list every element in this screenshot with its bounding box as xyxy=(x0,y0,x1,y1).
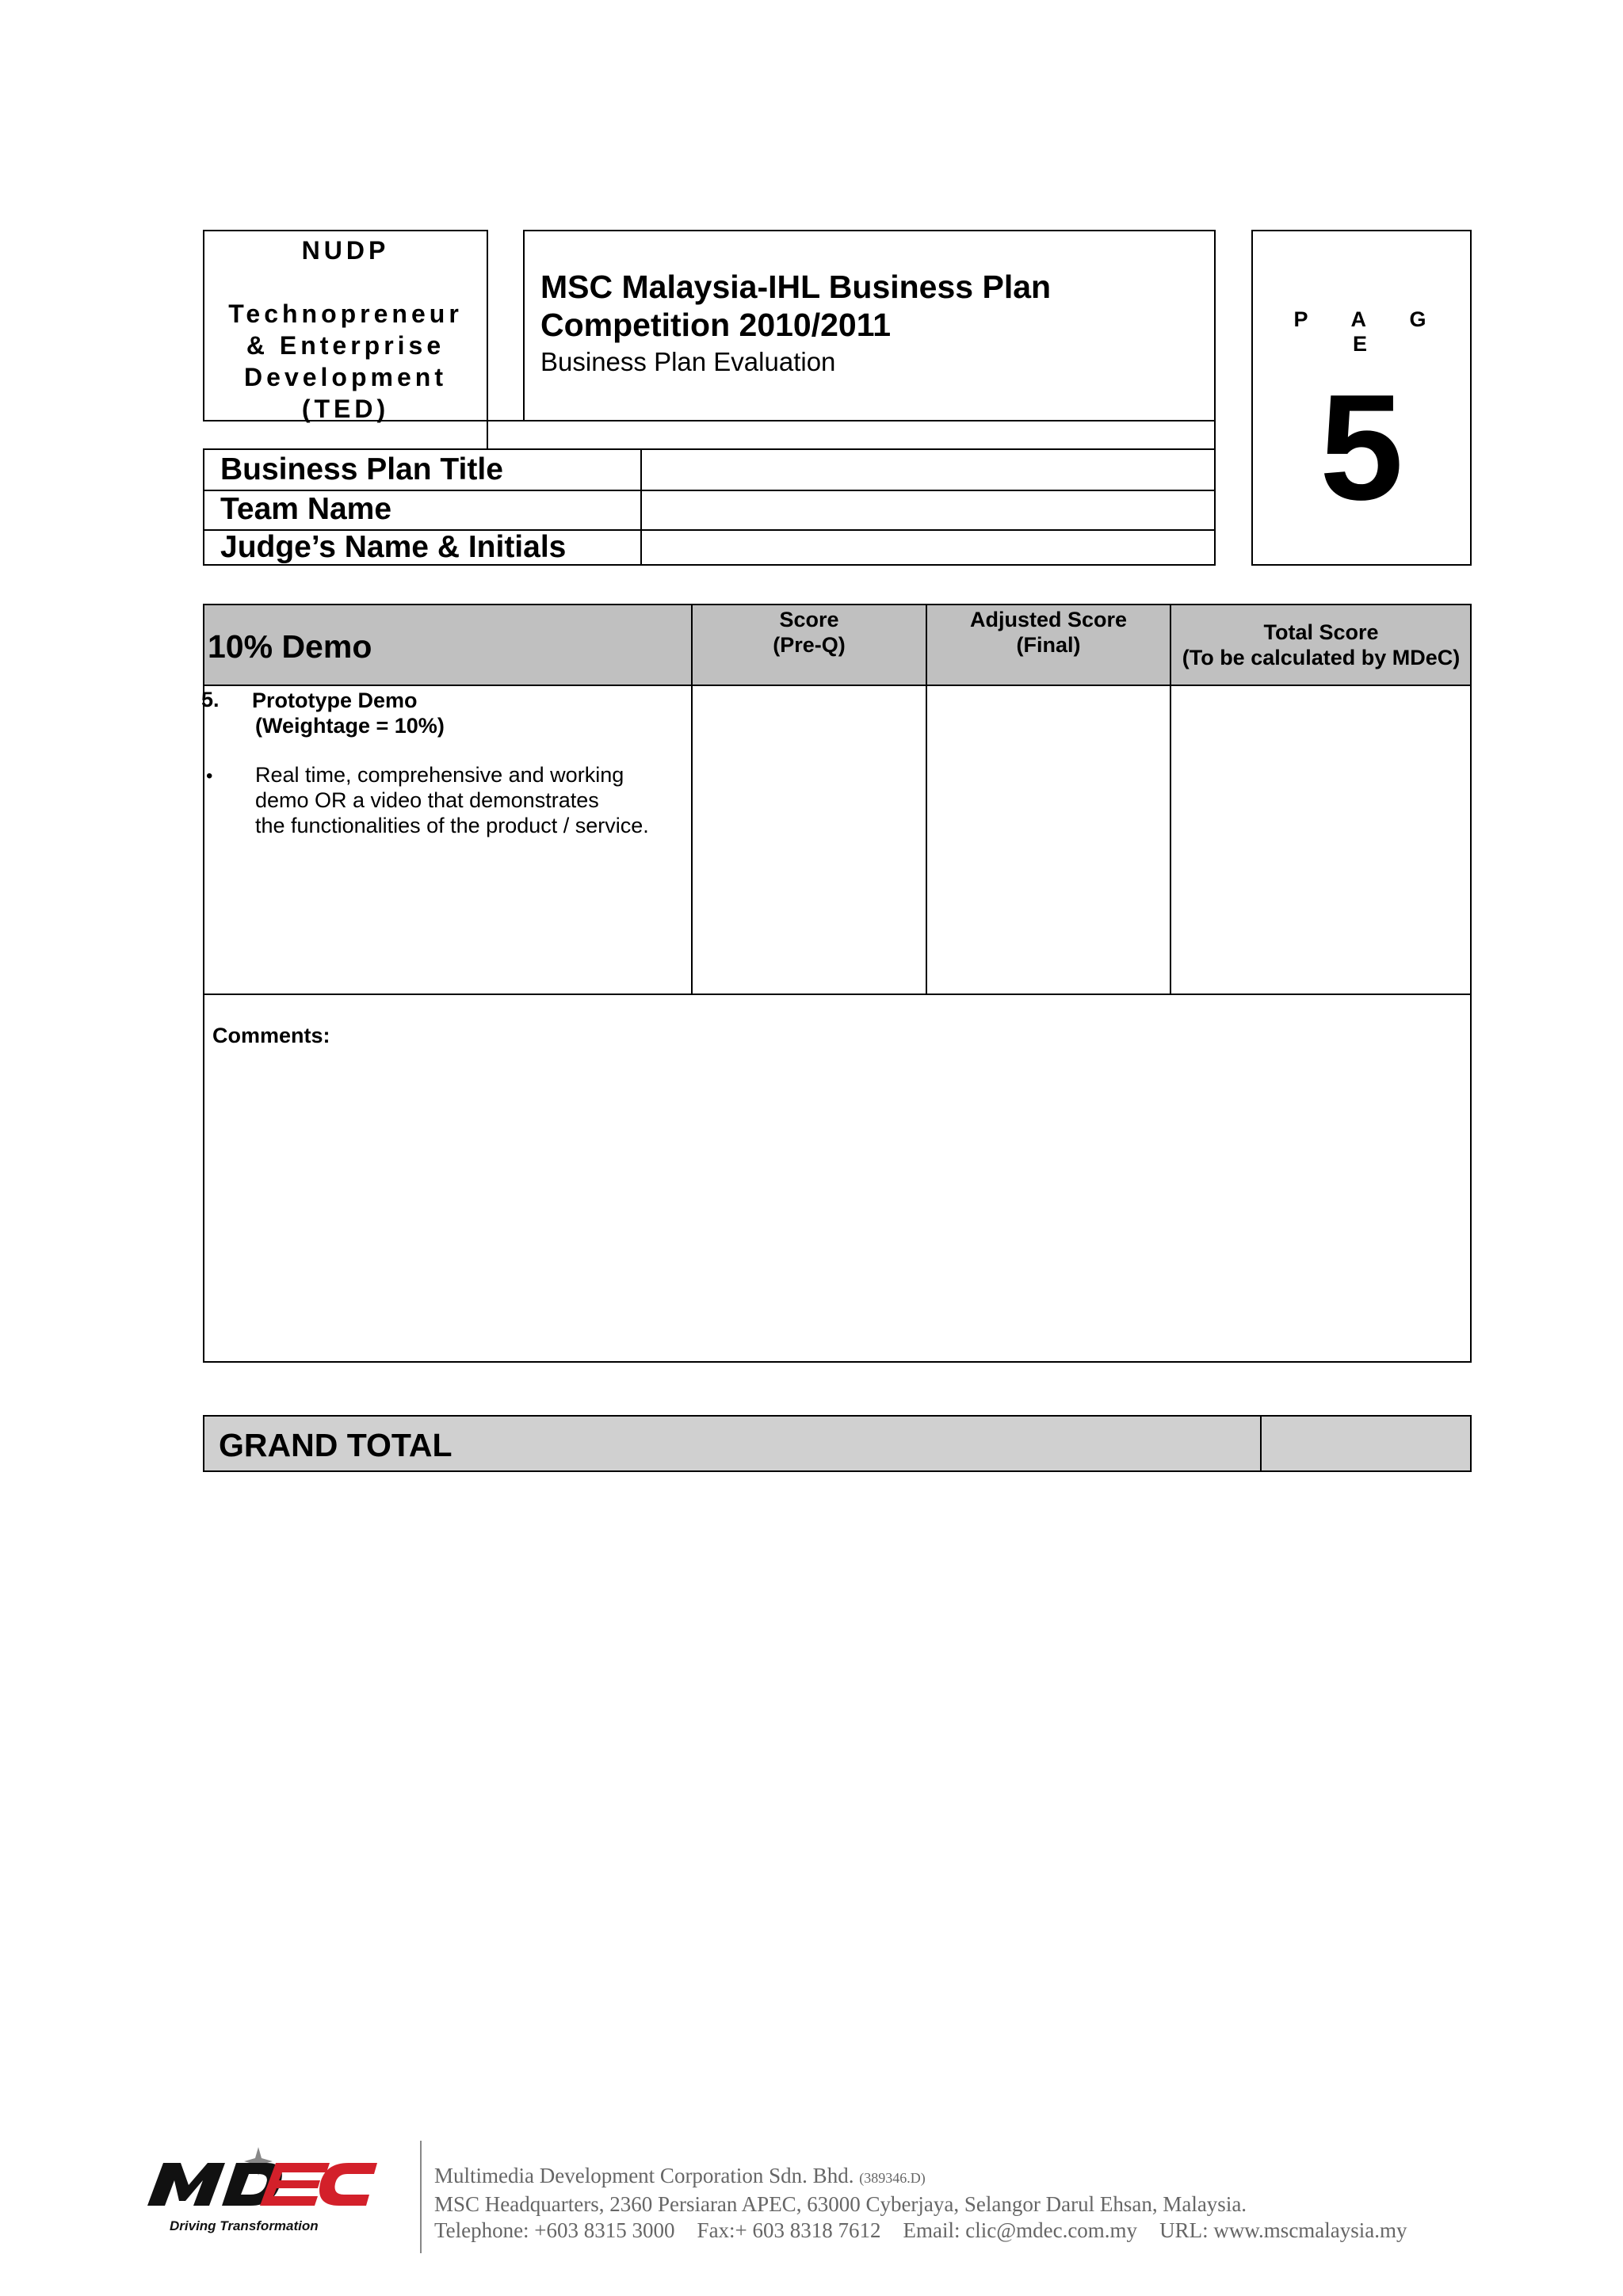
business-plan-title-label: Business Plan Title xyxy=(220,452,503,486)
info-row-judge xyxy=(204,529,1214,566)
score-header-line2: (Pre-Q) xyxy=(773,633,846,657)
total-score-cell[interactable] xyxy=(1174,691,1468,989)
footer-separator xyxy=(420,2141,422,2253)
connector-line xyxy=(1214,420,1216,450)
page-label: P A G E xyxy=(1293,307,1445,356)
business-plan-title-field[interactable] xyxy=(648,455,1203,485)
footer-url[interactable]: URL: www.mscmalaysia.my xyxy=(1159,2218,1407,2242)
info-table xyxy=(203,448,1216,566)
footer-fax: Fax:+ 603 8318 7612 xyxy=(697,2218,881,2242)
footer-telephone: Telephone: +603 8315 3000 xyxy=(434,2218,675,2242)
mdec-logo xyxy=(139,2144,393,2247)
criterion-desc-line3: the functionalities of the product / service. xyxy=(255,814,649,837)
criterion-weight: (Weightage = 10%) xyxy=(255,714,445,738)
team-name-field[interactable] xyxy=(648,494,1203,524)
page-box xyxy=(1251,230,1472,566)
footer-email[interactable]: Email: clic@mdec.com.my xyxy=(903,2218,1138,2242)
column-divider xyxy=(926,605,927,994)
connector-line xyxy=(488,420,523,421)
evaluation-header xyxy=(204,605,1470,686)
score-header-line1: Score xyxy=(779,608,839,631)
criterion-desc-line2: demo OR a video that demonstrates xyxy=(255,788,599,812)
comments-cell[interactable] xyxy=(204,994,1470,1363)
logo-tagline: Driving Transformation xyxy=(170,2218,319,2233)
adjusted-score-header xyxy=(927,605,1170,686)
column-divider xyxy=(691,605,693,994)
title-box xyxy=(523,230,1216,421)
doc-title-line1: MSC Malaysia-IHL Business Plan xyxy=(540,269,1052,305)
score-header xyxy=(693,605,926,686)
total-header-line1: Total Score xyxy=(1263,620,1379,644)
footer-company: Multimedia Development Corporation Sdn. Bhd. xyxy=(434,2164,854,2187)
org-development: Development xyxy=(244,363,447,391)
org-technopreneur: Technopreneur xyxy=(228,299,463,328)
org-enterprise: & Enterprise xyxy=(246,331,445,360)
info-row-team xyxy=(204,490,1214,531)
section-title: 10% Demo xyxy=(208,628,372,665)
grand-total-label: GRAND TOTAL xyxy=(219,1427,453,1463)
org-box xyxy=(203,230,488,421)
judge-name-label: Judge’s Name & Initials xyxy=(220,530,567,564)
grand-total-row xyxy=(203,1415,1472,1472)
grand-total-value[interactable] xyxy=(1266,1421,1465,1467)
connector-line xyxy=(487,420,488,450)
footer-contact xyxy=(434,2163,1407,2244)
info-row-title xyxy=(204,450,1214,491)
total-header-line2: (To be calculated by MDeC) xyxy=(1182,646,1461,669)
footer-company-reg: (389346.D) xyxy=(859,2170,926,2186)
page-number: 5 xyxy=(1319,364,1403,532)
adjusted-header-line1: Adjusted Score xyxy=(969,608,1128,631)
adjusted-score-cell[interactable] xyxy=(930,691,1165,989)
criterion-desc-line1: Real time, comprehensive and working xyxy=(255,763,624,787)
bullet-icon: • xyxy=(206,765,213,787)
criterion-title: Prototype Demo xyxy=(252,688,418,712)
criterion-number: 5. xyxy=(201,688,220,711)
column-divider xyxy=(1170,605,1171,994)
evaluation-table xyxy=(203,604,1472,1363)
grand-total-divider xyxy=(1260,1417,1262,1470)
adjusted-header-line2: (Final) xyxy=(1016,633,1081,657)
team-name-label: Team Name xyxy=(220,492,392,526)
total-score-header xyxy=(1171,605,1471,699)
footer-address: MSC Headquarters, 2360 Persiaran APEC, 63000 Cyberjaya, Selangor Darul Ehsan, Malaysia. xyxy=(434,2192,1247,2216)
org-ted: (TED) xyxy=(301,395,390,423)
org-nudp: NUDP xyxy=(301,236,390,265)
doc-subtitle: Business Plan Evaluation xyxy=(540,347,836,376)
judge-name-field[interactable] xyxy=(648,532,1203,563)
score-cell[interactable] xyxy=(696,691,921,989)
doc-title-line2: Competition 2010/2011 xyxy=(540,307,892,343)
comments-label: Comments: xyxy=(212,1024,330,1047)
criterion-description xyxy=(255,762,683,838)
